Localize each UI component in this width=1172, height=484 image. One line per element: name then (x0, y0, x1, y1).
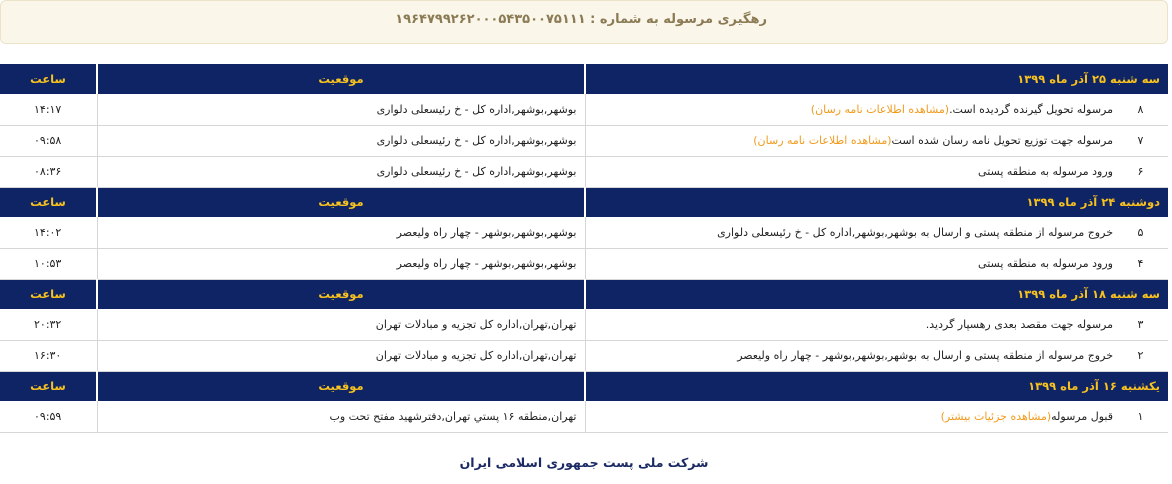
event-cell (585, 401, 1168, 432)
event-number: ۷ (1137, 134, 1144, 147)
event-cell (585, 217, 1168, 248)
date-label: سه شنبه ۱۸ آذر ماه ۱۳۹۹ (585, 279, 1168, 309)
location-column-header: موقعیت (97, 64, 585, 94)
date-group-header (0, 187, 1168, 217)
event-time: ۰۹:۵۸ (34, 134, 62, 147)
event-location: بوشهر,بوشهر,بوشهر - چهار راه ولیعصر (97, 248, 585, 279)
time-column-header: ساعت (30, 379, 66, 394)
date-group-header (0, 64, 1168, 94)
tracking-table (0, 64, 1168, 433)
event-number: ۲ (1137, 349, 1144, 362)
event-number: ۸ (1137, 102, 1144, 116)
event-time: ۱۴:۱۷ (34, 102, 62, 116)
event-description: مرسوله تحویل گیرنده گردیده است. (949, 102, 1113, 116)
event-time: ۲۰:۳۲ (34, 317, 62, 331)
event-location: بوشهر,بوشهر,اداره کل - خ رئیسعلی دلواری (97, 156, 585, 187)
event-row (0, 217, 1168, 248)
event-time: ۱۴:۰۲ (34, 225, 62, 239)
details-link[interactable]: (مشاهده اطلاعات نامه رسان) (753, 134, 892, 147)
date-label: دوشنبه ۲۴ آذر ماه ۱۳۹۹ (585, 187, 1168, 217)
event-description: ورود مرسوله به منطقه پستی (978, 257, 1113, 270)
event-number: ۶ (1137, 165, 1144, 178)
event-time: ۱۰:۵۳ (34, 257, 62, 270)
time-column-header: ساعت (30, 195, 66, 210)
event-cell (585, 248, 1168, 279)
event-location: بوشهر,بوشهر,بوشهر - چهار راه ولیعصر (97, 217, 585, 248)
footer-company-name: شرکت ملی پست جمهوری اسلامی ایران (459, 455, 709, 470)
event-description: خروج مرسوله از منطقه پستی و ارسال به بوشهر,بوشهر,اداره کل - خ رئیسعلی دلواری (717, 225, 1113, 239)
date-group-header (0, 371, 1168, 401)
event-number: ۴ (1137, 257, 1144, 270)
date-label: یکشنبه ۱۶ آذر ماه ۱۳۹۹ (585, 371, 1168, 401)
date-group-header (0, 279, 1168, 309)
event-description: قبول مرسوله (1051, 409, 1113, 423)
tracking-title: رهگیری مرسوله به شماره : ۱۹۶۴۷۹۹۲۶۲۰۰۰۵۴۳۵۰۰۷۵۱۱۱ (395, 12, 767, 27)
event-row (0, 125, 1168, 156)
event-cell (585, 125, 1168, 156)
event-row (0, 401, 1168, 432)
event-description: ورود مرسوله به منطقه پستی (978, 165, 1113, 178)
event-description: خروج مرسوله از منطقه پستی و ارسال به بوشهر,بوشهر,بوشهر - چهار راه ولیعصر (737, 349, 1113, 362)
tracking-table-body (0, 64, 1168, 432)
event-description: مرسوله جهت توزیع تحویل نامه رسان شده است (891, 134, 1113, 147)
event-location: تهران,تهران,اداره کل تجزیه و مبادلات تهران (97, 309, 585, 340)
event-row (0, 309, 1168, 340)
location-column-header: موقعیت (97, 187, 585, 217)
event-row (0, 156, 1168, 187)
event-number: ۵ (1137, 225, 1144, 239)
event-time: ۰۹:۵۹ (34, 409, 62, 423)
event-location: تهران,منطقه ۱۶ پستي تهران,دفترشهید مفتح تحت وب (97, 401, 585, 432)
event-cell (585, 309, 1168, 340)
event-location: بوشهر,بوشهر,اداره کل - خ رئیسعلی دلواری (97, 125, 585, 156)
event-location: تهران,تهران,اداره کل تجزیه و مبادلات تهران (97, 340, 585, 371)
event-cell (585, 340, 1168, 371)
date-label: سه شنبه ۲۵ آذر ماه ۱۳۹۹ (585, 64, 1168, 94)
event-cell (585, 94, 1168, 125)
event-location: بوشهر,بوشهر,اداره کل - خ رئیسعلی دلواری (97, 94, 585, 125)
event-row (0, 94, 1168, 125)
tracking-banner (0, 0, 1168, 44)
details-link[interactable]: (مشاهده اطلاعات نامه رسان) (810, 102, 950, 116)
event-row (0, 340, 1168, 371)
event-number: ۳ (1137, 317, 1144, 331)
event-time: ۰۸:۳۶ (34, 165, 62, 178)
details-link[interactable]: (مشاهده جزئیات بیشتر) (940, 409, 1052, 423)
event-cell (585, 156, 1168, 187)
event-time: ۱۶:۳۰ (34, 349, 62, 362)
time-column-header: ساعت (30, 287, 66, 302)
location-column-header: موقعیت (97, 371, 585, 401)
event-description: مرسوله جهت مقصد بعدی رهسپار گردید. (925, 317, 1113, 331)
time-column-header: ساعت (30, 72, 66, 86)
event-row (0, 248, 1168, 279)
location-column-header: موقعیت (97, 279, 585, 309)
event-number: ۱ (1137, 409, 1144, 423)
